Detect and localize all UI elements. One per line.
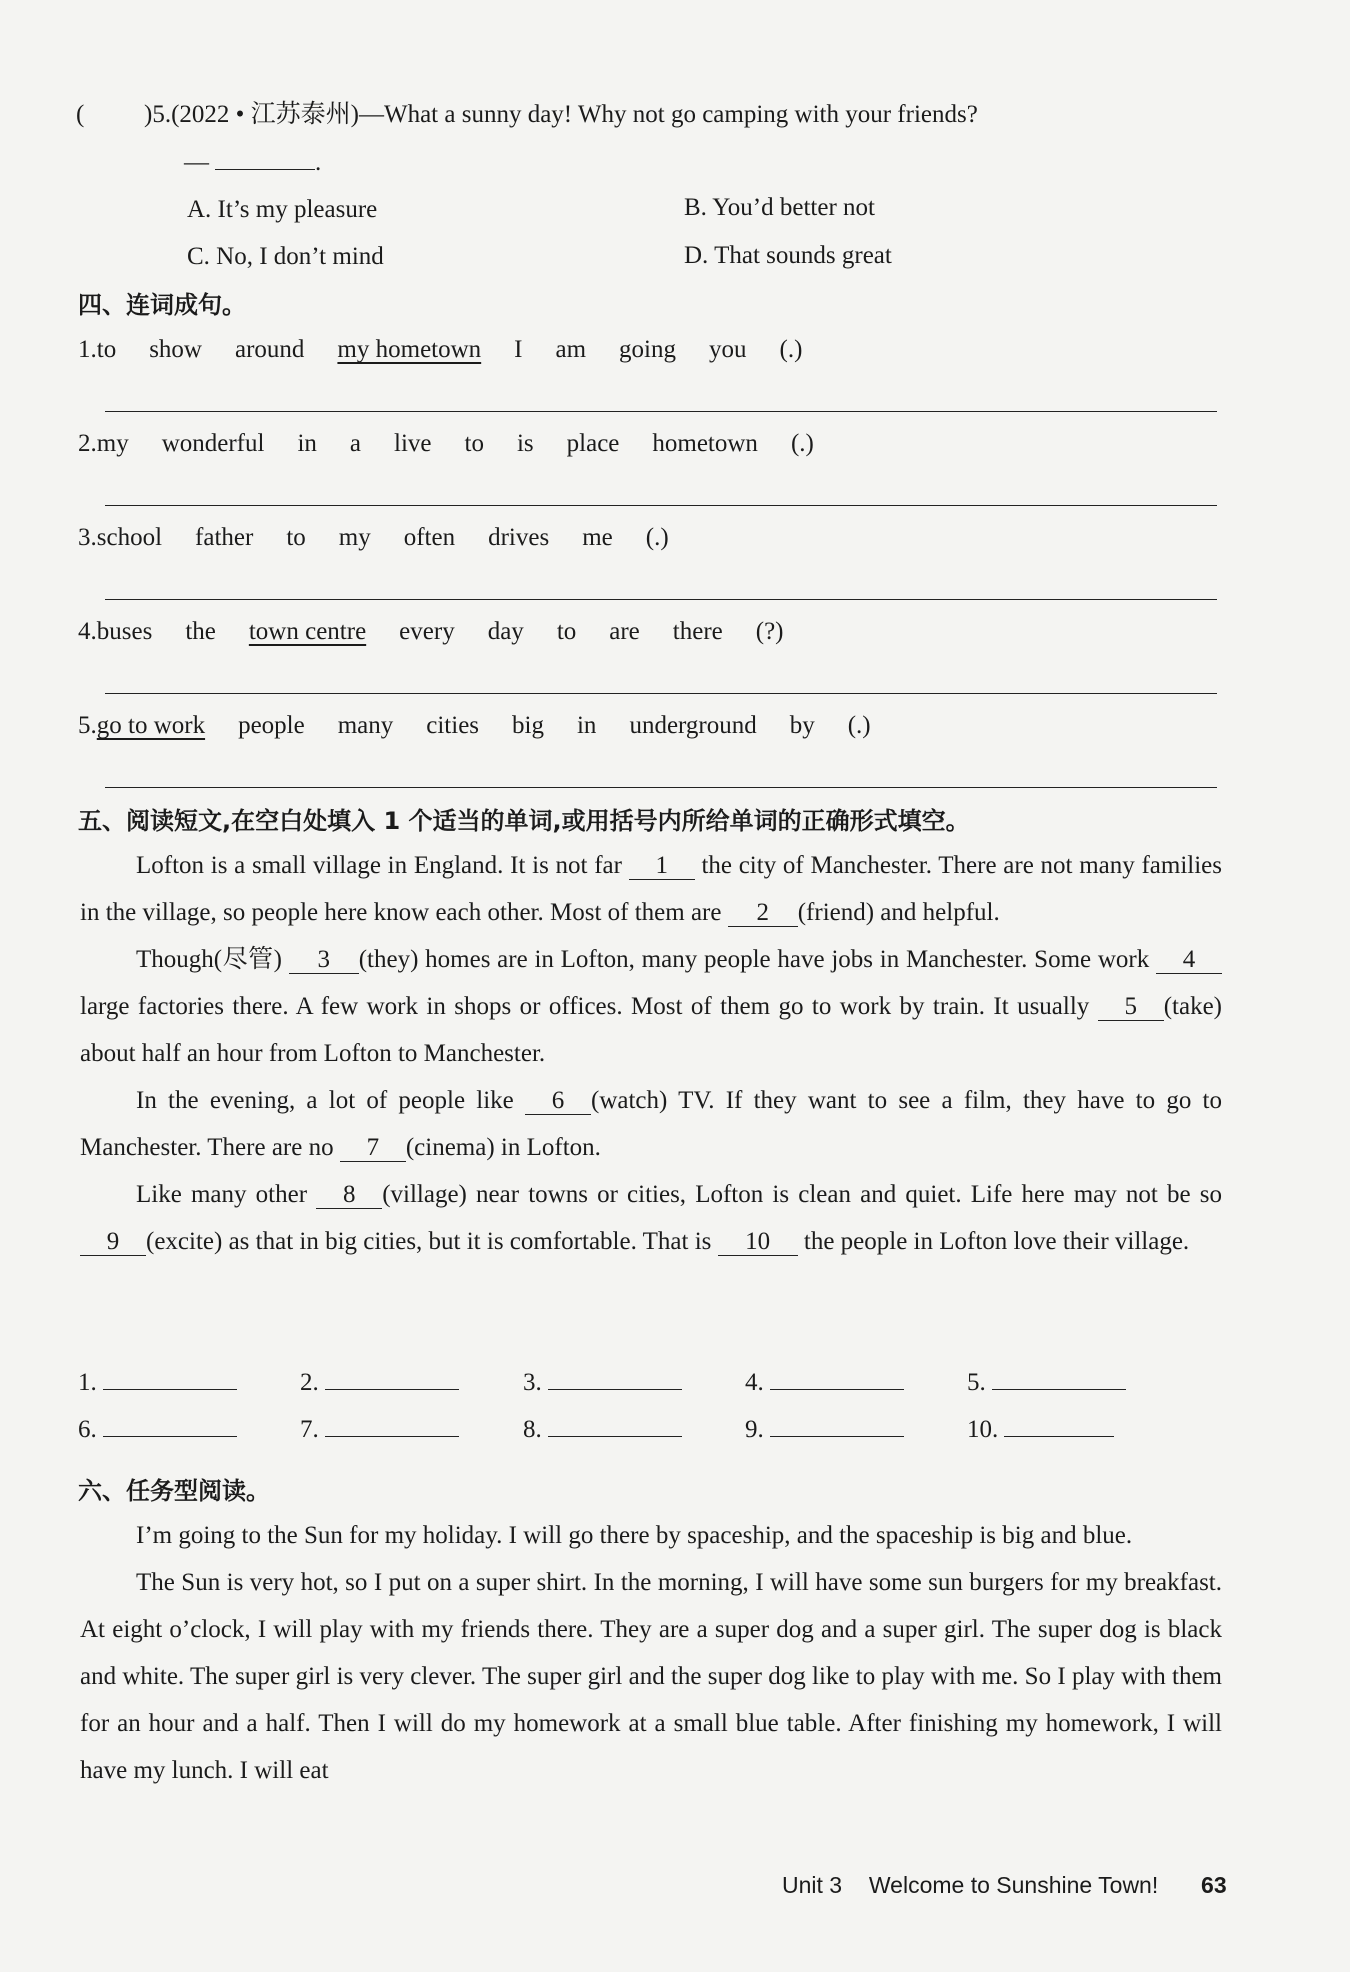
task-paragraph-2: The Sun is very hot, so I put on a super shirt. In the morning, I will have some sun burgers for my breakfast. At eight o’clock, I will play with my friends there. They are a super dog and a super girl. The super dog is black and white. The super girl is very clever. The super girl and the super dog like to play with me. So I play with them for an hour and a half. Then I will do my homework at a small blue table. After finishing my homework, I will have my lunch. I will eat <box>80 1569 1222 1784</box>
word-chip[interactable]: to <box>464 430 484 457</box>
answer-blank[interactable] <box>325 1369 459 1390</box>
answer-number: 4. <box>745 1369 764 1396</box>
word-chip[interactable]: by <box>789 712 815 739</box>
q5-prompt: )5.(2022 • 江苏泰州)—What a sunny day! Why not go camping with your friends? <box>144 101 978 128</box>
answer-line-4[interactable] <box>105 693 1217 694</box>
word-chip[interactable]: people <box>238 712 305 739</box>
word-chip[interactable]: to <box>286 524 306 551</box>
blank-5[interactable]: 5 <box>1098 994 1164 1021</box>
answer-number: 3. <box>523 1369 542 1396</box>
sentence-3 <box>78 524 669 552</box>
word-chip[interactable]: town centre <box>248 618 367 645</box>
word-chip[interactable]: are <box>609 618 640 645</box>
section5-passage <box>80 842 1222 1265</box>
sentence-5 <box>78 712 871 740</box>
word-chip[interactable]: show <box>149 336 202 363</box>
word-chip[interactable]: live <box>394 430 432 457</box>
blank-9[interactable]: 9 <box>80 1229 146 1256</box>
sentence-1 <box>78 336 802 364</box>
answer-number: 10. <box>967 1416 999 1443</box>
q5-option-a[interactable]: A. It’s my pleasure <box>187 196 378 223</box>
sentence-2 <box>78 430 814 458</box>
word-chip[interactable]: my <box>338 524 371 551</box>
q5-option-d[interactable]: D. That sounds great <box>684 242 892 269</box>
word-chip[interactable]: around <box>235 336 305 363</box>
text: the people in Lofton love their village. <box>803 1228 1190 1255</box>
blank-8[interactable]: 8 <box>316 1182 382 1209</box>
q5-answer-line <box>184 148 321 178</box>
blank-10[interactable]: 10 <box>718 1229 798 1256</box>
answer-slot <box>523 1415 682 1445</box>
text: (they) homes are in Lofton, many people have jobs in Manchester. Some work <box>358 946 1150 973</box>
blank-4[interactable]: 4 <box>1156 947 1222 974</box>
section5-title: 五、阅读短文,在空白处填入 1 个适当的单词,或用括号内所给单词的正确形式填空。 <box>78 807 970 835</box>
blank-6[interactable]: 6 <box>525 1088 591 1115</box>
word-chip[interactable]: to <box>556 618 577 645</box>
sentence-number: 5. <box>78 712 97 739</box>
word-chip[interactable]: go to work <box>96 712 206 739</box>
text: (village) near towns or cities, Lofton is clean and quiet. Life here may not be so <box>382 1181 1222 1208</box>
word-chip[interactable]: (.) <box>847 712 871 739</box>
word-chip[interactable]: day <box>487 618 524 645</box>
word-chip[interactable]: school <box>96 524 163 551</box>
answer-slot <box>967 1368 1126 1398</box>
sentence-number: 2. <box>78 430 97 457</box>
word-chip[interactable]: (.) <box>790 430 814 457</box>
word-chip[interactable]: there <box>672 618 723 645</box>
answer-blank[interactable] <box>992 1369 1126 1390</box>
answer-number: 7. <box>300 1416 319 1443</box>
answer-line-2[interactable] <box>105 505 1217 506</box>
word-chip[interactable]: a <box>349 430 362 457</box>
answer-slot <box>967 1415 1114 1445</box>
word-chip[interactable]: father <box>195 524 254 551</box>
text: (cinema) in Lofton. <box>405 1134 601 1161</box>
answer-line-1[interactable] <box>105 411 1217 412</box>
answer-blank[interactable] <box>548 1416 682 1437</box>
answer-blank[interactable] <box>770 1369 904 1390</box>
answer-slot <box>300 1415 459 1445</box>
text: (friend) and helpful. <box>797 899 1000 926</box>
q5-dash: — <box>184 149 209 176</box>
footer-title: Welcome to Sunshine Town! <box>868 1872 1159 1898</box>
word-chip[interactable]: buses <box>96 618 153 645</box>
q5-option-c[interactable]: C. No, I don’t mind <box>187 243 384 270</box>
section4-title: 四、连词成句。 <box>78 291 246 319</box>
word-chip[interactable]: wonderful <box>161 430 265 457</box>
answer-slot <box>300 1368 459 1398</box>
word-chip[interactable]: to <box>96 336 117 363</box>
answer-number: 9. <box>745 1416 764 1443</box>
word-chip[interactable]: underground <box>629 712 757 739</box>
answer-blank[interactable] <box>325 1416 459 1437</box>
blank-3[interactable]: 3 <box>289 947 359 974</box>
q5-paren: ( <box>76 101 85 128</box>
word-chip[interactable]: hometown <box>652 430 758 457</box>
text: Though(尽管) <box>136 946 282 973</box>
text: (excite) as that in big cities, but it is comfortable. That is <box>146 1228 712 1255</box>
answer-blank[interactable] <box>548 1369 682 1390</box>
word-chip[interactable]: is <box>516 430 534 457</box>
passage-paragraph-1 <box>80 842 1222 936</box>
word-chip[interactable]: drives <box>488 524 550 551</box>
word-chip[interactable]: (?) <box>755 618 784 645</box>
sentence-4 <box>78 618 784 646</box>
word-chip[interactable]: I <box>514 336 523 363</box>
blank-1[interactable]: 1 <box>629 853 695 880</box>
answer-number: 2. <box>300 1369 319 1396</box>
text: (watch) TV. If they want to see a film, they have to go to Manchester. There are no <box>80 1087 1222 1161</box>
answer-number: 6. <box>78 1416 97 1443</box>
word-chip[interactable]: place <box>566 430 620 457</box>
passage-paragraph-3 <box>80 1077 1222 1171</box>
word-chip[interactable]: cities <box>426 712 480 739</box>
text: In the evening, a lot of people like <box>136 1087 514 1114</box>
word-chip[interactable]: often <box>403 524 456 551</box>
page-footer <box>782 1872 1227 1899</box>
answer-slot <box>523 1368 682 1398</box>
word-chip[interactable]: every <box>399 618 455 645</box>
footer-unit: Unit 3 <box>782 1872 843 1898</box>
answer-slot <box>745 1368 904 1398</box>
answer-slot <box>745 1415 904 1445</box>
q5-blank[interactable] <box>215 149 315 170</box>
word-chip[interactable]: (.) <box>645 524 669 551</box>
answer-blank[interactable] <box>1004 1416 1114 1437</box>
answer-slot <box>78 1415 237 1445</box>
answer-line-3[interactable] <box>105 599 1217 600</box>
word-chip[interactable]: in <box>297 430 317 457</box>
text: (take) about half an hour from Lofton to Manchester. <box>80 993 1222 1067</box>
answer-number: 5. <box>967 1369 986 1396</box>
q5-period: . <box>315 149 322 176</box>
passage-paragraph-2 <box>80 936 1222 1077</box>
section6-title: 六、任务型阅读。 <box>78 1477 270 1505</box>
section6-passage <box>80 1512 1222 1794</box>
passage-paragraph-4 <box>80 1171 1222 1265</box>
text: large factories there. A few work in shops or offices. Most of them go to work by train. It usually <box>80 993 1090 1020</box>
text: Lofton is a small village in England. It is not far <box>136 852 622 879</box>
word-chip[interactable]: my <box>96 430 129 457</box>
blank-7[interactable]: 7 <box>340 1135 406 1162</box>
word-chip[interactable]: in <box>576 712 597 739</box>
sentence-number: 4. <box>78 618 97 645</box>
answer-blank[interactable] <box>770 1416 904 1437</box>
answer-slot <box>78 1368 237 1398</box>
word-chip[interactable]: big <box>512 712 544 739</box>
page-number: 63 <box>1201 1872 1227 1898</box>
sentence-number: 3. <box>78 524 97 551</box>
word-chip[interactable]: many <box>337 712 394 739</box>
answer-blank[interactable] <box>103 1416 237 1437</box>
word-chip[interactable]: my hometown <box>337 336 482 363</box>
word-chip[interactable]: am <box>555 336 587 363</box>
word-chip[interactable]: the <box>185 618 216 645</box>
answer-number: 1. <box>78 1369 97 1396</box>
task-paragraph-1: I’m going to the Sun for my holiday. I will go there by spaceship, and the spaceship is big and blue. <box>136 1522 1133 1549</box>
q5-option-b[interactable]: B. You’d better not <box>684 194 875 221</box>
answer-blank[interactable] <box>103 1369 237 1390</box>
answer-line-5[interactable] <box>105 787 1217 788</box>
text: Like many other <box>136 1181 308 1208</box>
text: the city of Manchester. There are not many families in the village, so people here know each other. Most of them are <box>80 852 1222 926</box>
answer-number: 8. <box>523 1416 542 1443</box>
word-chip[interactable]: me <box>582 524 613 551</box>
sentence-number: 1. <box>78 336 97 363</box>
word-chip[interactable]: you <box>709 336 747 363</box>
word-chip[interactable]: (.) <box>779 336 803 363</box>
blank-2[interactable]: 2 <box>728 900 798 927</box>
word-chip[interactable]: going <box>619 336 676 363</box>
